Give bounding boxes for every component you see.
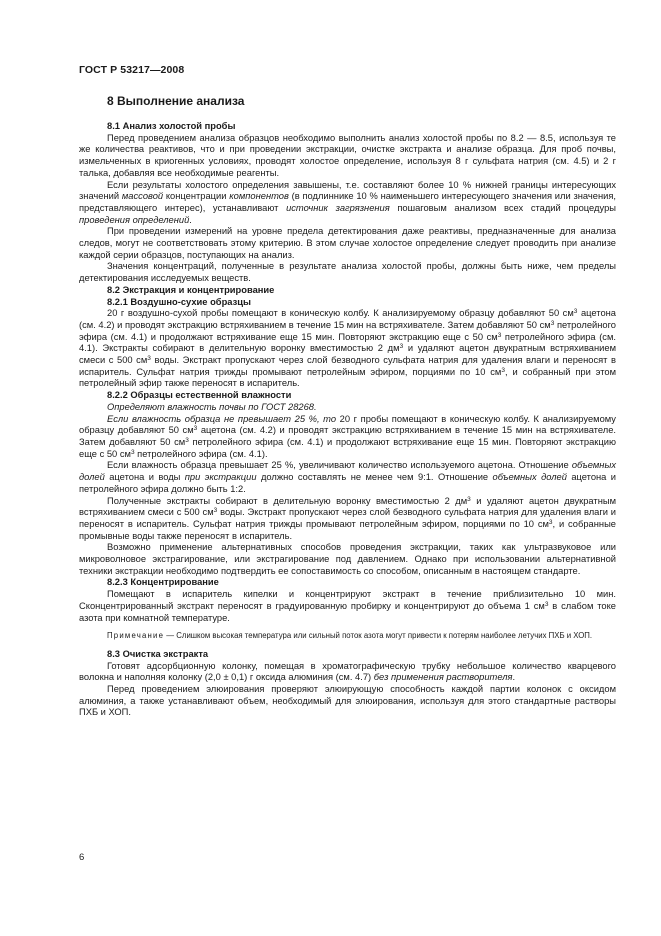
document-body [79,94,616,719]
subsection-8-2-3-title: 8.2.3 Концентрирование [107,577,219,588]
paragraph-8-1-3: При проведении измерений на уровне предела детектирования даже реактивы, предназначенные для анализа следов, могут не соответствовать этому критерию. В этом случае холостое определение следует проводить при анализе каждой серии образцов, поступающих на анализ. [79,226,616,260]
paragraph-8-3-2: Перед проведением элюирования проверяют элюирующую способность каждой партии колонок с оксидом алюминия, а также устанавливают объем, необходимый для элюирования, используя для этого стандартные растворы ПХБ и ХОП. [79,683,616,718]
paragraph-8-2-2-3: Если влажность образца превышает 25 %, увеличивают количество используемого ацетона. Отношение объемных долей ацетона и воды при экстракции должно составлять не менее чем 9:1. Отношение объемных долей ацетона и петролейного эфира должно быть 1:2. [79,460,617,494]
subsection-8-3-title: 8.3 Очистка экстракта [107,648,209,659]
note: Примечание — Слишком высокая температура или сильный поток азота могут привести к потерям наиболее летучих ПХБ и ХОП. [107,631,593,641]
paragraph-8-1-1: Перед проведением анализа образцов необходимо выполнить анализ холостой пробы по 8.2 — 8.5, используя те же количества реактивов, что и при проведении экстракции, очистке экстракта и анализе образца. Для проб почвы, измельченных в криогенных условиях, проводят холостое определение, используя 8 г сульфата натрия (см. 4.5) и 2 г талька, добавляя все необходимые реагенты. [79,132,616,178]
subsection-8-2-2-title: 8.2.2 Образцы естественной влажности [107,390,292,401]
subsection-8-2-1-title: 8.2.1 Воздушно-сухие образцы [107,296,251,307]
paragraph-8-2-2-5: Возможно применение альтернативных способов проведения экстракции, таких как ультразвуковое или микроволновое экстрагирование, или экстрагирование под давлением. Однако при использовании альтернативной техники экстракции необходимо подтвердить ее сопоставимость со способом, описанным в настоящем стандарте. [79,542,616,576]
paragraph-8-1-2: Если результаты холостого определения завышены, т.е. составляют более 10 % нижней границы интересующих значений массовой концентрации компонентов (в подлиннике 10 % наименьшего интересующего значения или значения, представляющего интерес), устанавливают источник загрязнения пошаговым анализом всех стадий процедуры проведения определений. [79,179,616,225]
paragraph-8-3-1: Готовят адсорбционную колонку, помещая в хроматографическую трубку небольшое количество кварцевого волокна и наполняя колонку (2,0 ± 0,1) г оксида алюминия (см. 4.7) без применения растворителя. [79,660,616,683]
document-header: ГОСТ Р 53217—2008 [79,64,185,76]
paragraph-8-2-3: Помещают в испаритель кипелки и концентрируют экстракт в течение приблизительно 10 мин. Сконцентрированный экстракт переносят в градуированную пробирку и концентрируют до объема 1 $см^3$ в слабом токе азота при комнатной температуре. [79,589,616,623]
subsection-8-1-title: 8.1 Анализ холостой пробы [107,121,236,131]
section-8-title: 8 Выполнение анализа [107,94,245,108]
paragraph-8-2-1: 20 г воздушно-сухой пробы помещают в коническую колбу. К анализируемому образцу добавляют 50 $см^3$ ацетона (см. 4.2) и проводят экстракцию встряхиванием в течение 15 мин на встряхивателе. Затем добавляют 50 $см^3$ петролейного эфира (см. 4.1) и продолжают встряхивание еще 15 мин. Повторяют экстракцию еще с 50 $см^3$ петролейного эфира (см. 4.1). Экстракты собирают в делительную воронку вместимостью 2 $дм^3$ и удаляют ацетон двукратным встряхиванием смеси с 500 $см^3$ воды. Экстракт пропускают через слой безводного сульфата натрия для удаления влаги и переносят в испаритель. Сульфат натрия трижды промывают петролейным эфиром, порциями по 10 $см^3$, и собранный при этом петролейный эфир также переносят в испаритель. [79,308,616,389]
paragraph-8-2-2-2: Если влажность образца не превышает 25 %, то 20 г пробы помещают в коническую колбу. К анализируемому образцу добавляют 50 $см^3$ ацетона (см. 4.2) и проводят экстракцию встряхиванием в течение 15 мин на встряхивателе. Затем добавляют 50 $см^3$ петролейного эфира (см. 4.1) и продолжают встряхивание еще 15 мин. Повторяют экстракцию еще с 50 $см^3$ петролейного эфира (см. 4.1). [79,413,616,459]
paragraph-8-2-2-1: Определяют влажность почвы по ГОСТ 28268. [107,401,317,412]
subsection-8-2-title: 8.2 Экстракция и концентрирование [107,284,275,295]
paragraph-8-2-2-4: Полученные экстракты собирают в делительную воронку вместимостью 2 $дм^3$ и удаляют ацетон двукратным встряхиванием смеси с 500 $см^3$ воды. Экстракт пропускают через слой безводного сульфата натрия для удаления влаги и переносят в испаритель. Сульфат натрия трижды промывают петролейным эфиром, порциями по 10 $см^3$, и собранные промывные воды также переносят в испаритель. [79,495,617,541]
page-number: 6 [79,852,85,863]
paragraph-8-1-4: Значения концентраций, полученные в результате анализа холостой пробы, должны быть ниже, чем пределы детектирования исследуемых веществ. [79,261,616,284]
